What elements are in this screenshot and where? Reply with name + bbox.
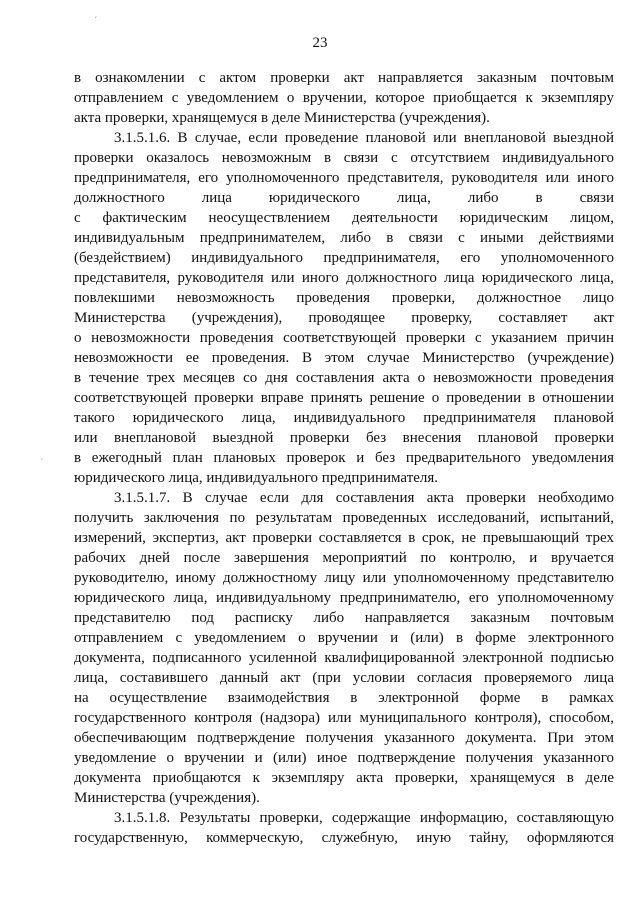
text-line: отправлением с уведомлением о вручении, которое приобщается к экземпляру [74,90,614,106]
text-line: соответствующей проверки вправе принять решение о проведении в отношении [74,390,614,406]
text-line: лица, составившего данный акт (при условии согласия проверяемого лица [74,670,614,686]
text-line: 3.1.5.1.6. В случае, если проведение плановой или внеплановой выездной [114,130,614,146]
paragraph-3-1-5-1-7 [74,488,614,808]
text-line: в ознакомлении с актом проверки акт направляется заказным почтовым [74,70,614,86]
text-line: 3.1.5.1.8. Результаты проверки, содержащие информацию, составляющую [114,810,614,826]
text-line: или внеплановой выездной проверки без внесения плановой проверки [74,430,614,446]
text-line: о невозможности проведения соответствующей проверки с указанием причин [74,330,614,346]
text-line: должностного лица юридического лица, либо в связи [74,190,614,206]
text-line: акта проверки, хранящемуся в деле Министерства (учреждения). [74,110,490,126]
text-line: государственную, коммерческую, служебную, иную тайну, оформляются [74,830,614,846]
page-number: 23 [312,35,328,51]
scan-speck: ˊ [94,16,98,27]
document-body [74,68,614,848]
text-line: документа, подписанного усиленной квалифицированной электронной подписью [74,650,614,666]
paragraph-3-1-5-1-6 [74,128,614,488]
text-line: представителя, руководителя или иного должностного лица юридического лица, [74,270,614,286]
text-line: Министерства (учреждения). [74,790,260,806]
text-line: Министерства (учреждения), проводящее проверку, составляет акт [74,310,614,326]
text-line: невозможности ее проведения. В этом случае Министерство (учреждение) [74,350,614,366]
paragraph-intro [74,68,614,128]
text-line: документа приобщаются к экземпляру акта проверки, хранящемуся в деле [74,770,614,786]
text-line: (бездействием) индивидуального предпринимателя, его уполномоченного [74,250,614,266]
text-line: отправлением с уведомлением о вручении и (или) в форме электронного [74,630,614,646]
text-line: получить заключения по результатам проведенных исследований, испытаний, [74,510,614,526]
text-line: в ежегодный план плановых проверок и без предварительного уведомления [74,450,614,466]
paragraph-3-1-5-1-8 [74,808,614,848]
text-line: юридического лица, индивидуальному предпринимателю, его уполномоченному [74,590,614,606]
text-line: представителю под расписку либо направляется заказным почтовым [74,610,614,626]
text-line: обеспечивающим подтверждение получения указанного документа. При этом [74,730,614,746]
text-line: с фактическим неосуществлением деятельности юридическим лицом, [74,210,614,226]
text-line: государственного контроля (надзора) или муниципального контроля), способом, [74,710,614,726]
text-line: повлекшими невозможность проведения проверки, должностное лицо [74,290,614,306]
text-line: на осуществление взаимодействия в электронной форме в рамках [74,690,614,706]
scan-speck: ˋ [40,458,44,469]
text-line: предпринимателя, его уполномоченного представителя, руководителя или иного [74,170,614,186]
text-line: измерений, экспертиз, акт проверки составляется в срок, не превышающий трех [74,530,614,546]
text-line: руководителю, иному должностному лицу или уполномоченному представителю [74,570,614,586]
text-line: юридического лица, индивидуального предпринимателя. [74,470,439,486]
text-line: индивидуальным предпринимателем, либо в связи с иными действиями [74,230,614,246]
text-line: 3.1.5.1.7. В случае если для составления акта проверки необходимо [114,490,614,506]
text-line: в течение трех месяцев со дня составления акта о невозможности проведения [74,370,614,386]
text-line: уведомление о вручении и (или) иное подтверждение получения указанного [74,750,614,766]
text-line: рабочих дней после завершения мероприятий по контролю, и вручается [74,550,614,566]
text-line: проверки оказалось невозможным в связи с отсутствием индивидуального [74,150,614,166]
text-line: такого юридического лица, индивидуального предпринимателя плановой [74,410,614,426]
